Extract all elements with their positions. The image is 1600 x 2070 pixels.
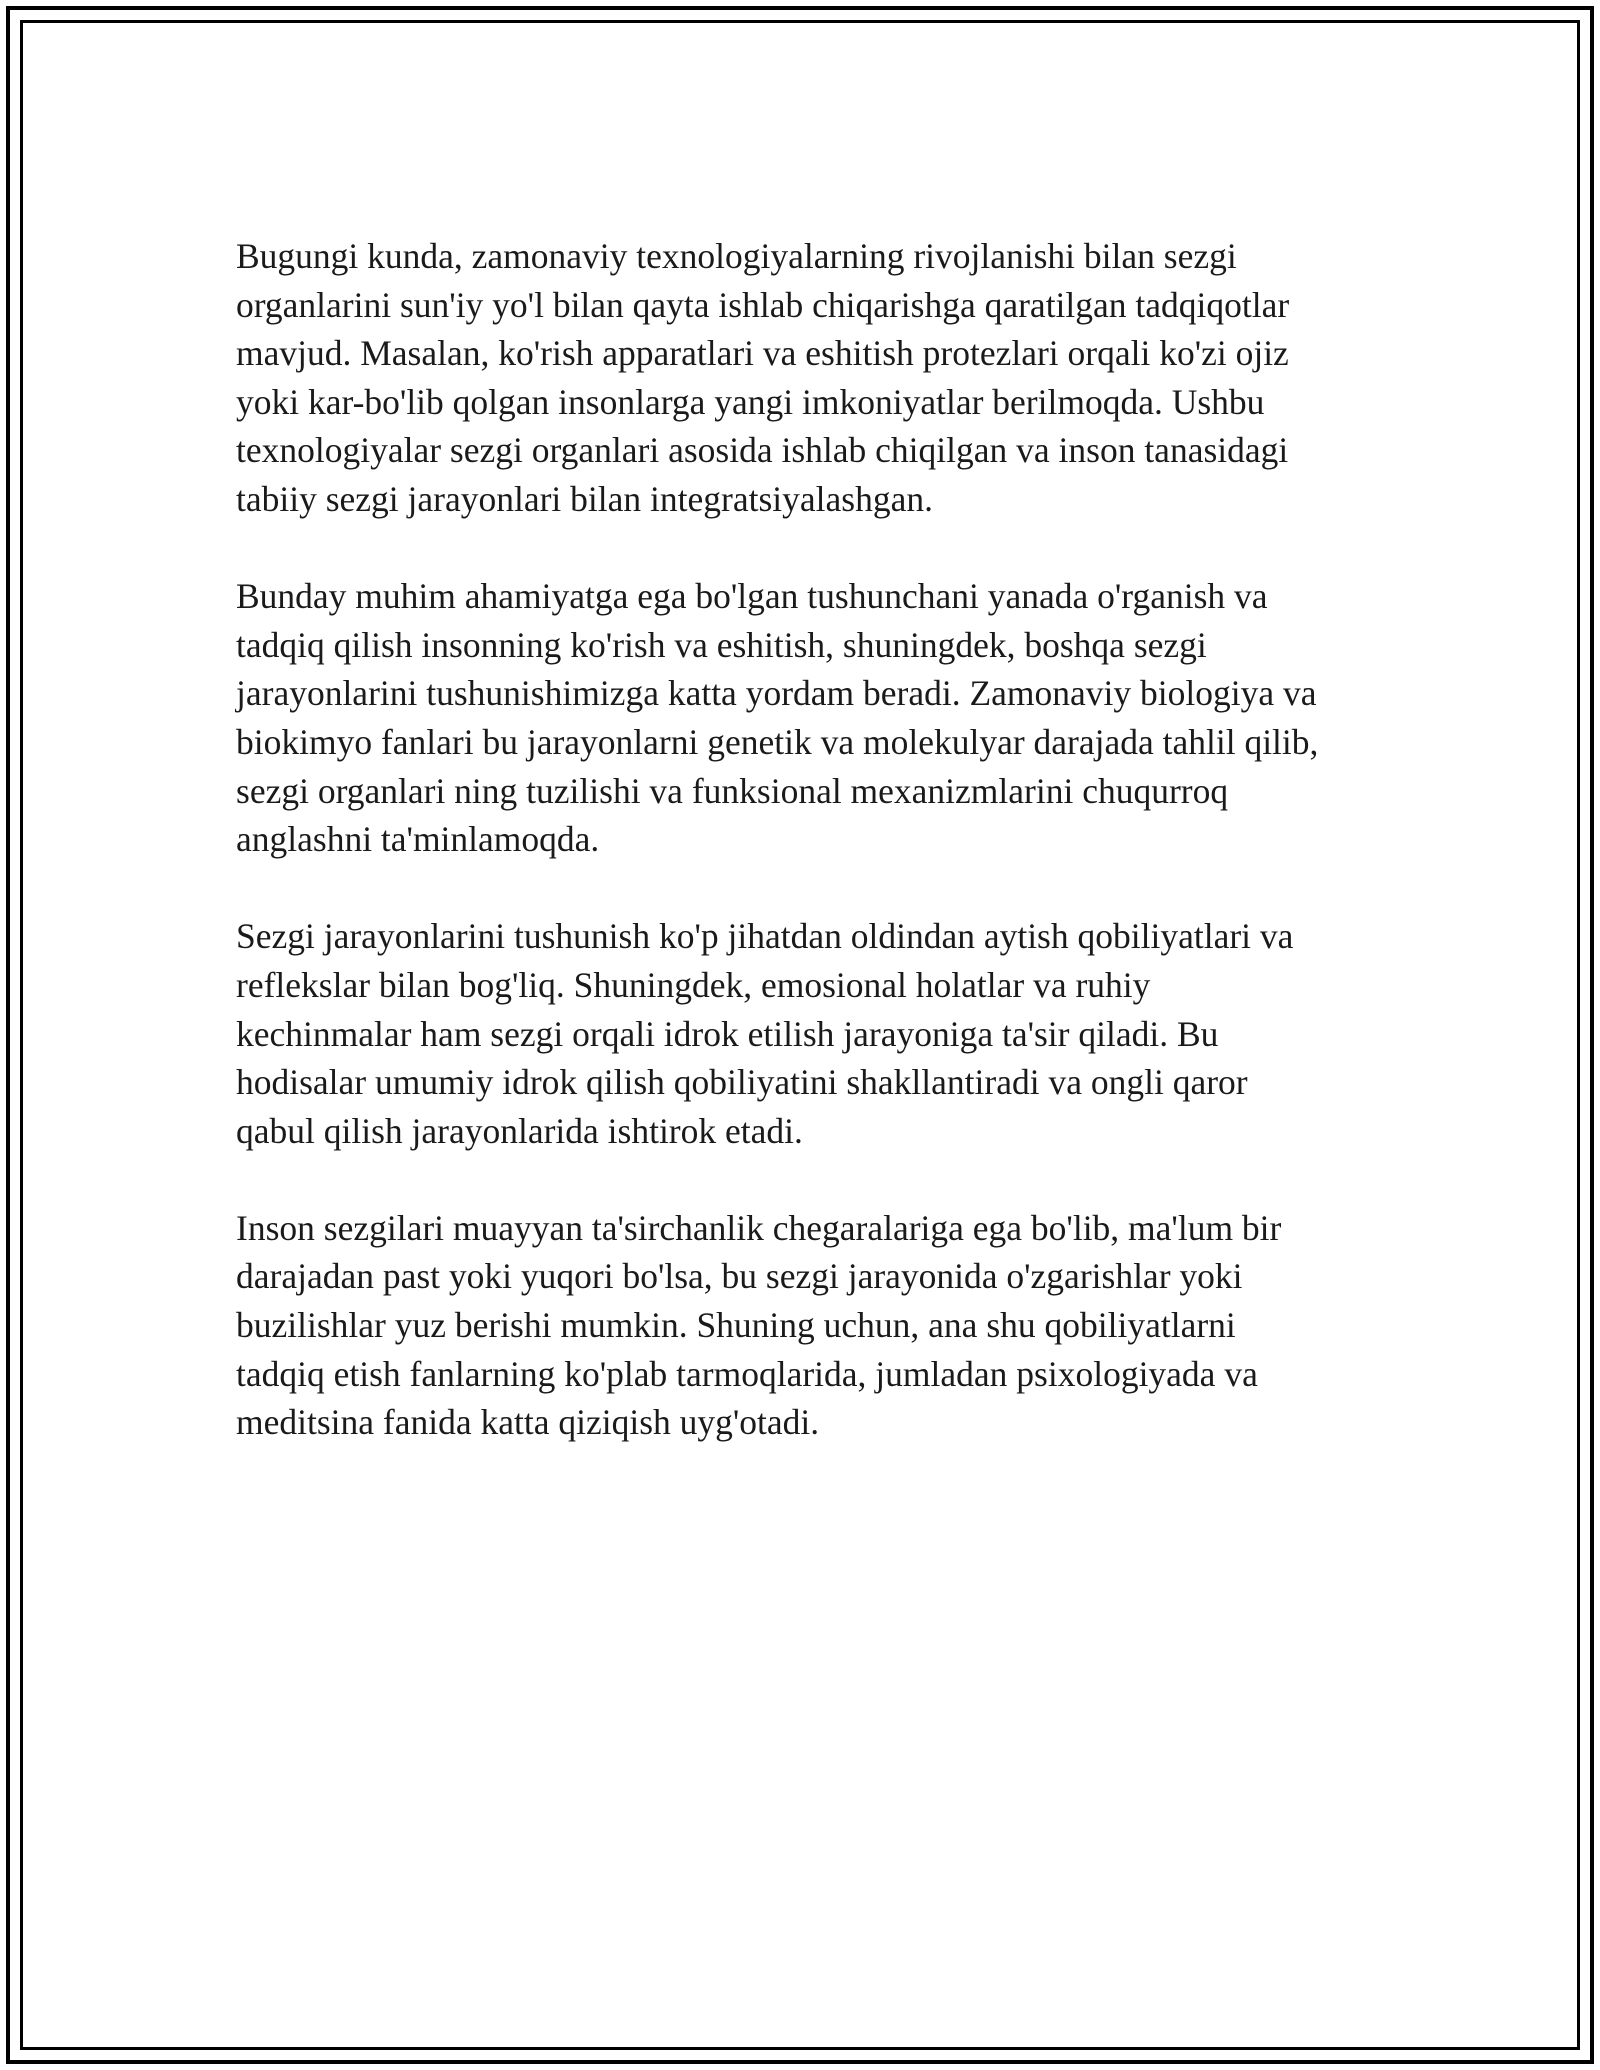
document-body (236, 232, 1366, 1495)
paragraph-line: texnologiyalar sezgi organlari asosida ishlab chiqilgan va inson tanasidagi (236, 430, 1289, 471)
paragraph-2 (236, 572, 1366, 864)
paragraph-line: tabiiy sezgi jarayonlari bilan integratsiyalashgan. (236, 478, 933, 519)
paragraph-line: buzilishlar yuz berishi mumkin. Shuning uchun, ana shu qobiliyatlarni (236, 1305, 1236, 1346)
paragraph-line: Inson sezgilari muayyan ta'sirchanlik chegaralariga ega bo'lib, ma'lum bir (236, 1207, 1282, 1248)
paragraph-line: tadqiq qilish insonning ko'rish va eshitish, shuningdek, boshqa sezgi (236, 624, 1207, 665)
paragraph-line: yoki kar-bo'lib qolgan insonlarga yangi imkoniyatlar berilmoqda. Ushbu (236, 381, 1265, 422)
paragraph-line: Sezgi jarayonlarini tushunish ko'p jihatdan oldindan aytish qobiliyatlari va (236, 916, 1294, 957)
paragraph-line: reflekslar bilan bog'liq. Shuningdek, emosional holatlar va ruhiy (236, 964, 1151, 1005)
paragraph-line: mavjud. Masalan, ko'rish apparatlari va eshitish protezlari orqali ko'zi ojiz (236, 333, 1289, 374)
paragraph-line: anglashni ta'minlamoqda. (236, 819, 600, 860)
paragraph-4 (236, 1204, 1366, 1447)
paragraph-line: Bugungi kunda, zamonaviy texnologiyalarning rivojlanishi bilan sezgi (236, 236, 1237, 276)
paragraph-line: organlarini sun'iy yo'l bilan qayta ishlab chiqarishga qaratilgan tadqiqotlar (236, 284, 1290, 325)
paragraph-line: hodisalar umumiy idrok qilish qobiliyatini shakllantiradi va ongli qaror (236, 1062, 1248, 1103)
paragraph-line: tadqiq etish fanlarning ko'plab tarmoqlarida, jumladan psixologiyada va (236, 1353, 1258, 1394)
paragraph-3 (236, 912, 1366, 1155)
paragraph-line: kechinmalar ham sezgi orqali idrok etilish jarayoniga ta'sir qiladi. Bu (236, 1013, 1219, 1054)
paragraph-line: qabul qilish jarayonlarida ishtirok etadi. (236, 1110, 803, 1151)
paragraph-line: biokimyo fanlari bu jarayonlarni genetik va molekulyar darajada tahlil qilib, (236, 721, 1319, 762)
paragraph-line: Bunday muhim ahamiyatga ega bo'lgan tushunchani yanada o'rganish va (236, 576, 1268, 617)
paragraph-line: meditsina fanida katta qiziqish uyg'otadi. (236, 1402, 820, 1443)
paragraph-1 (236, 232, 1366, 524)
paragraph-line: sezgi organlari ning tuzilishi va funksional mexanizmlarini chuqurroq (236, 770, 1229, 811)
paragraph-line: darajadan past yoki yuqori bo'lsa, bu sezgi jarayonida o'zgarishlar yoki (236, 1256, 1243, 1297)
paragraph-line: jarayonlarini tushunishimizga katta yordam beradi. Zamonaviy biologiya va (236, 673, 1317, 714)
